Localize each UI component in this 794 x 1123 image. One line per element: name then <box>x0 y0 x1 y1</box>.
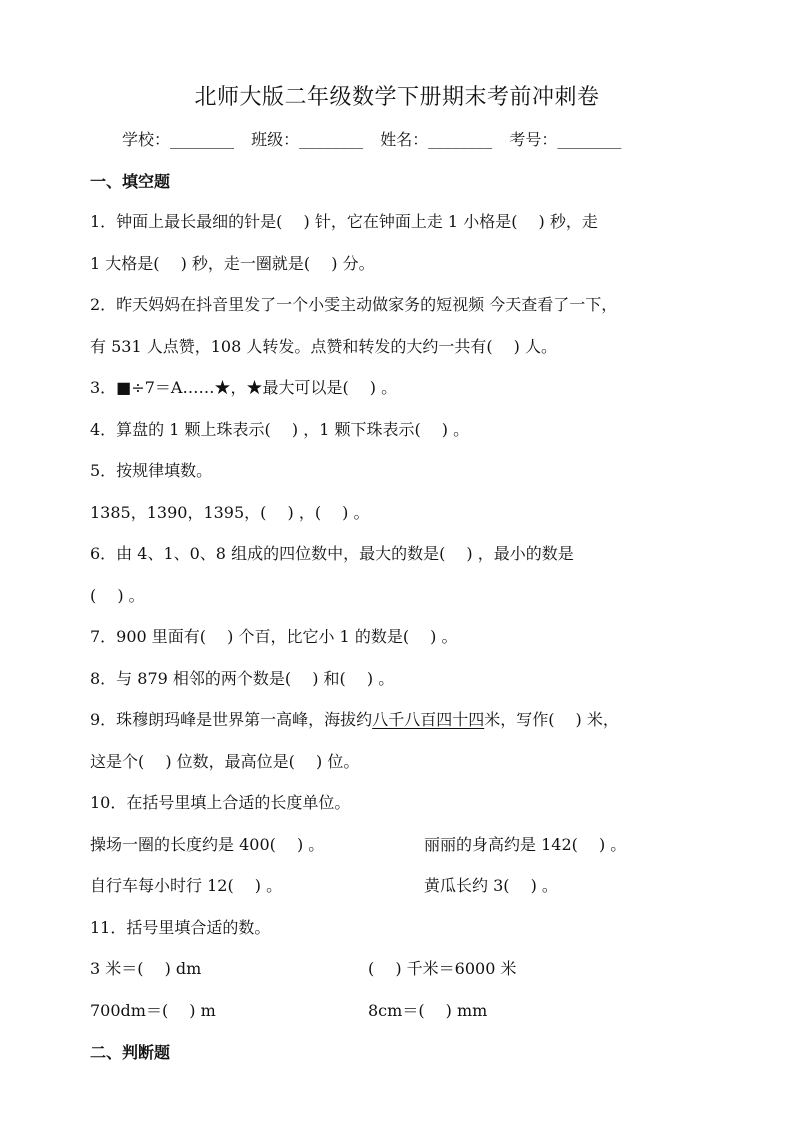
student-info-row <box>122 128 633 152</box>
question-1-line-2: 1 大格是( ) 秒，走一圈就是( ) 分。 <box>90 254 375 273</box>
section-heading-fill: 一、填空题 <box>90 172 171 191</box>
question-9-text-post: 米，写作( ) 米， <box>484 710 619 729</box>
question-9-underlined-number: 八千八百四十四 <box>372 710 485 729</box>
question-5-line-2: 1385，1390，1395，( ) ，( ) 。 <box>90 503 370 522</box>
question-6-line-2: ( ) 。 <box>90 586 145 605</box>
name-field: 姓名：________ <box>380 130 493 149</box>
question-10-item-b: 丽丽的身高约是 142( ) 。 <box>424 835 627 854</box>
question-5-line-1: 5．按规律填数。 <box>90 461 213 480</box>
question-4: 4．算盘的 1 颗上珠表示( ) ，1 颗下珠表示( ) 。 <box>90 420 470 439</box>
question-10-line-1: 10．在括号里填上合适的长度单位。 <box>90 793 351 812</box>
question-10-item-c: 自行车每小时行 12( ) 。 <box>90 876 283 895</box>
number-field: 考号：________ <box>509 130 622 149</box>
question-10-item-a: 操场一圈的长度约是 400( ) 。 <box>90 835 325 854</box>
question-8: 8．与 879 相邻的两个数是( ) 和( ) 。 <box>90 669 395 688</box>
question-2-line-2: 有 531 人点赞，108 人转发。点赞和转发的大约一共有( ) 人。 <box>90 337 557 356</box>
question-9-line-1 <box>90 708 619 732</box>
question-11-item-d: 8cm＝( ) mm <box>368 1001 488 1020</box>
question-11-item-b: ( ) 千米＝6000 米 <box>368 959 517 978</box>
question-9-line-2: 这是个( ) 位数，最高位是( ) 位。 <box>90 752 360 771</box>
class-field: 班级：________ <box>251 130 364 149</box>
page-title: 北师大版二年级数学下册期末考前冲刺卷 <box>194 85 600 110</box>
question-9-text-pre: 9．珠穆朗玛峰是世界第一高峰，海拔约 <box>90 710 373 729</box>
question-1-line-1: 1．钟面上最长最细的针是( ) 针，它在钟面上走 1 小格是( ) 秒，走 <box>90 212 598 231</box>
question-2-line-1: 2．昨天妈妈在抖音里发了一个小雯主动做家务的短视频 今天查看了一下， <box>90 295 618 314</box>
school-field: 学校：________ <box>122 130 235 149</box>
question-3: 3．■÷7＝A……★，★最大可以是( ) 。 <box>90 378 398 397</box>
question-7: 7．900 里面有( ) 个百，比它小 1 的数是( ) 。 <box>90 627 458 646</box>
question-6-line-1: 6．由 4、1、0、8 组成的四位数中，最大的数是( ) ，最小的数是 <box>90 544 574 563</box>
section-heading-judge: 二、判断题 <box>90 1043 171 1062</box>
question-11-item-a: 3 米＝( ) dm <box>90 959 202 978</box>
question-11-line-1: 11．括号里填合适的数。 <box>90 918 271 937</box>
question-10-item-d: 黄瓜长约 3( ) 。 <box>424 876 558 895</box>
question-11-item-c: 700dm＝( ) m <box>90 1001 216 1020</box>
